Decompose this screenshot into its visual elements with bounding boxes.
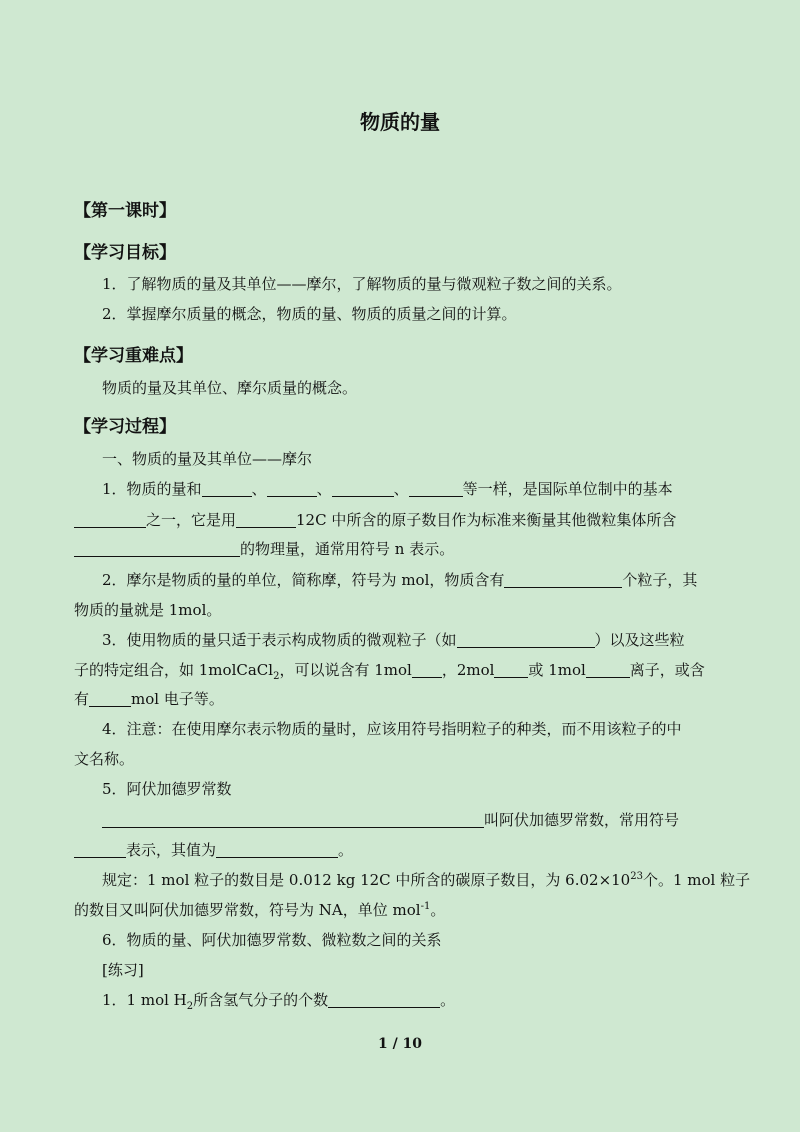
key-points-text: 物质的量及其单位、摩尔质量的概念。 (102, 379, 358, 397)
item1-line3: 的物理量，通常用符号 n 表示。 (74, 538, 454, 559)
blank[interactable] (74, 512, 146, 528)
item3-line2: 子的特定组合，如 1molCaCl$_2$，可以说含有 1mol ，2mol 或 1mol 离子，或含 (74, 661, 705, 682)
blank[interactable] (74, 541, 240, 557)
blank[interactable] (89, 691, 131, 707)
section-lesson-heading: 【第一课时】 (74, 201, 176, 221)
objective-2: 2．掌握摩尔质量的概念，物质的量、物质的质量之间的计算。 (102, 305, 517, 323)
rule-line2: 的数目又叫阿伏加德罗常数，符号为 NA，单位 mol$^{-1}$。 (74, 901, 446, 919)
objective-1: 1．了解物质的量及其单位——摩尔，了解物质的量与微观粒子数之间的关系。 (102, 275, 622, 293)
item5-line1: 叫阿伏加德罗常数，常用符号 (102, 809, 679, 830)
part1-heading: 一、物质的量及其单位——摩尔 (102, 450, 313, 468)
item6: 6．物质的量、阿伏加德罗常数、微粒数之间的关系 (102, 931, 442, 949)
blank[interactable] (236, 512, 296, 528)
blank[interactable] (586, 662, 630, 678)
blank[interactable] (412, 662, 442, 678)
blank[interactable] (494, 662, 528, 678)
blank[interactable] (74, 842, 126, 858)
blank[interactable] (102, 812, 484, 828)
blank[interactable] (216, 842, 338, 858)
blank[interactable] (328, 992, 440, 1008)
practice-label: [练习] (102, 961, 144, 979)
item5-heading: 5．阿伏加德罗常数 (102, 780, 232, 798)
item3-line1: 3．使用物质的量只适于表示构成物质的微观粒子（如 ）以及这些粒 (102, 631, 685, 649)
blank[interactable] (267, 481, 317, 497)
item2-line2: 物质的量就是 1mol。 (74, 601, 222, 619)
blank[interactable] (202, 481, 252, 497)
item4-line2: 文名称。 (74, 750, 135, 768)
blank[interactable] (409, 481, 463, 497)
item3-line3: 有 mol 电子等。 (74, 690, 224, 708)
item1-line2: 之一，它是用 12C 中所含的原子数目作为标准来衡量其他微粒集体所含 (74, 509, 676, 530)
blank[interactable] (332, 481, 394, 497)
section-process-heading: 【学习过程】 (74, 417, 176, 437)
blank[interactable] (504, 572, 622, 588)
practice-1: 1．1 mol $H_2$所含氢气分子的个数 。 (102, 991, 456, 1012)
item2-line1: 2．摩尔是物质的量的单位，简称摩，符号为 mol，物质含有 个粒子，其 (102, 571, 698, 589)
item1-line1: 1．物质的量和 、 、 、 等一样，是国际单位制中的基本 (102, 480, 673, 498)
section-objectives-heading: 【学习目标】 (74, 243, 176, 263)
blank[interactable] (457, 632, 595, 648)
section-key-points-heading: 【学习重难点】 (74, 346, 193, 366)
item5-line2: 表示，其值为 。 (74, 839, 353, 860)
document-title: 物质的量 (360, 110, 440, 134)
item4-line1: 4．注意：在使用摩尔表示物质的量时，应该用符号指明粒子的种类，而不用该粒子的中 (102, 720, 682, 738)
page-number: 1 / 10 (377, 1036, 423, 1052)
rule-line1: 规定：1 mol 粒子的数目是 0.012 kg 12C 中所含的碳原子数目，为 $6.02\times 10^{23}$个。1 mol 粒子 (102, 871, 751, 889)
